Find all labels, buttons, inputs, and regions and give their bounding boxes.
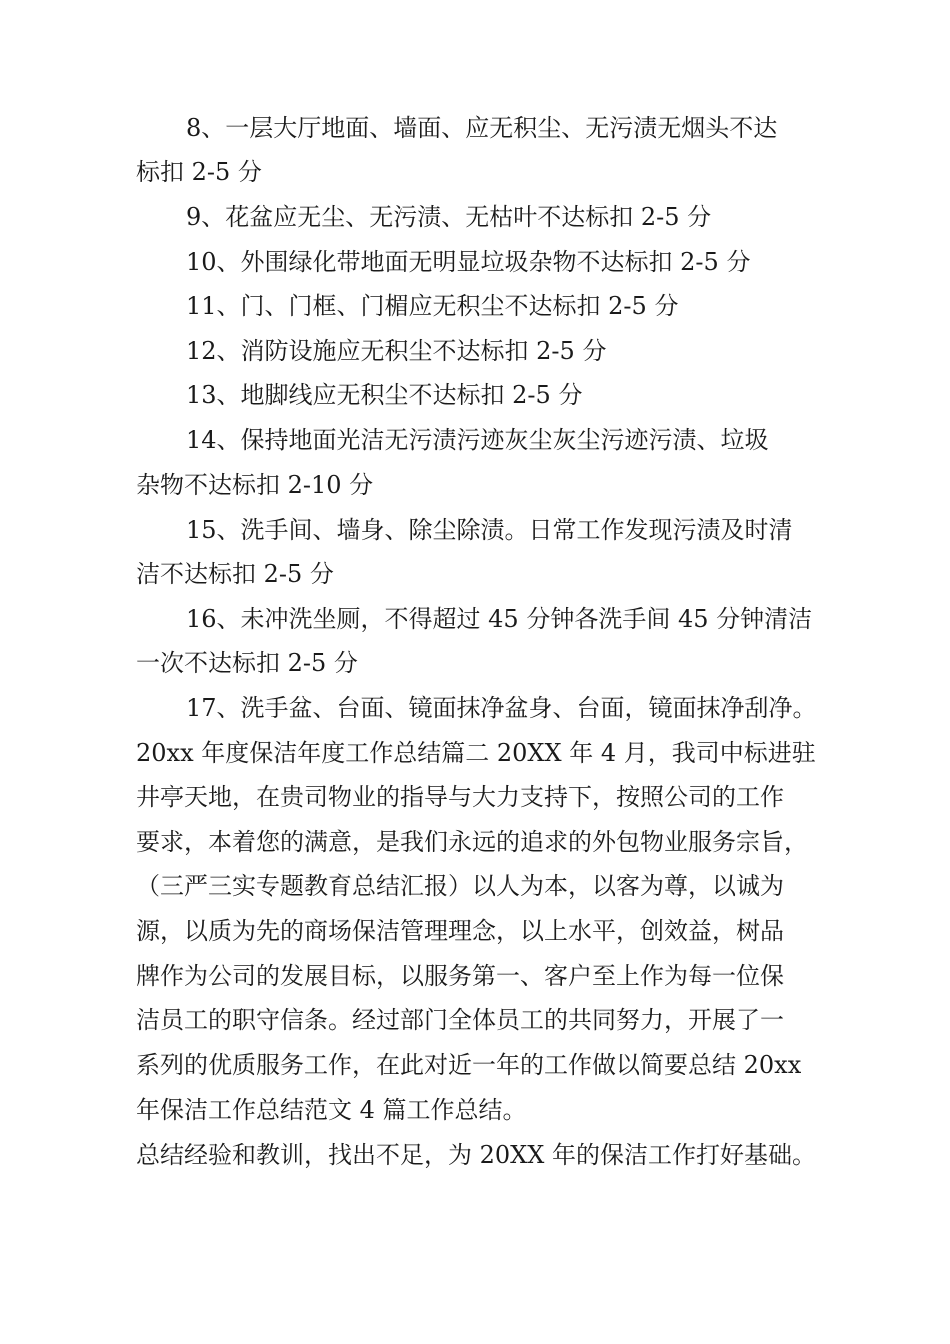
text-line: （三严三实专题教育总结汇报）以人为本，以客为尊，以诚为: [136, 872, 784, 900]
text-line: 年保洁工作总结范文 4 篇工作总结。: [136, 1096, 527, 1124]
text-line: 洁员工的职守信条。经过部门全体员工的共同努力，开展了一: [136, 1006, 784, 1034]
text-line: 源，以质为先的商场保洁管理理念，以上水平，创效益，树品: [136, 917, 784, 945]
text-line: 一次不达标扣 2-5 分: [136, 649, 358, 677]
text-line: 13、地脚线应无积尘不达标扣 2-5 分: [186, 381, 583, 409]
text-line: 9、花盆应无尘、无污渍、无枯叶不达标扣 2-5 分: [186, 203, 712, 231]
text-line: 要求，本着您的满意，是我们永远的追求的外包物业服务宗旨，: [136, 828, 808, 856]
text-line: 洁不达标扣 2-5 分: [136, 560, 334, 588]
text-line: 井亭天地，在贵司物业的指导与大力支持下，按照公司的工作: [136, 783, 784, 811]
text-line: 系列的优质服务工作，在此对近一年的工作做以简要总结 20xx: [136, 1051, 802, 1079]
text-line: 15、洗手间、墙身、除尘除渍。日常工作发现污渍及时清: [186, 516, 793, 544]
text-line: 总结经验和教训，找出不足，为 20XX 年的保洁工作打好基础。: [136, 1141, 816, 1169]
text-line: 8、一层大厅地面、墙面、应无积尘、无污渍无烟头不达: [186, 114, 778, 142]
text-line: 标扣 2-5 分: [136, 158, 262, 186]
text-line: 11、门、门框、门楣应无积尘不达标扣 2-5 分: [186, 292, 679, 320]
text-line: 14、保持地面光洁无污渍污迹灰尘灰尘污迹污渍、垃圾: [186, 426, 769, 454]
text-line: 12、消防设施应无积尘不达标扣 2-5 分: [186, 337, 607, 365]
text-line: 17、洗手盆、台面、镜面抹净盆身、台面，镜面抹净刮净。: [186, 694, 817, 722]
text-line: 16、未冲洗坐厕，不得超过 45 分钟各洗手间 45 分钟清洁: [186, 605, 813, 633]
text-line: 20xx 年度保洁年度工作总结篇二 20XX 年 4 月，我司中标进驻: [136, 739, 816, 767]
text-line: 杂物不达标扣 2-10 分: [136, 471, 374, 499]
text-line: 10、外围绿化带地面无明显垃圾杂物不达标扣 2-5 分: [186, 248, 751, 276]
text-line: 牌作为公司的发展目标，以服务第一、客户至上作为每一位保: [136, 962, 784, 990]
